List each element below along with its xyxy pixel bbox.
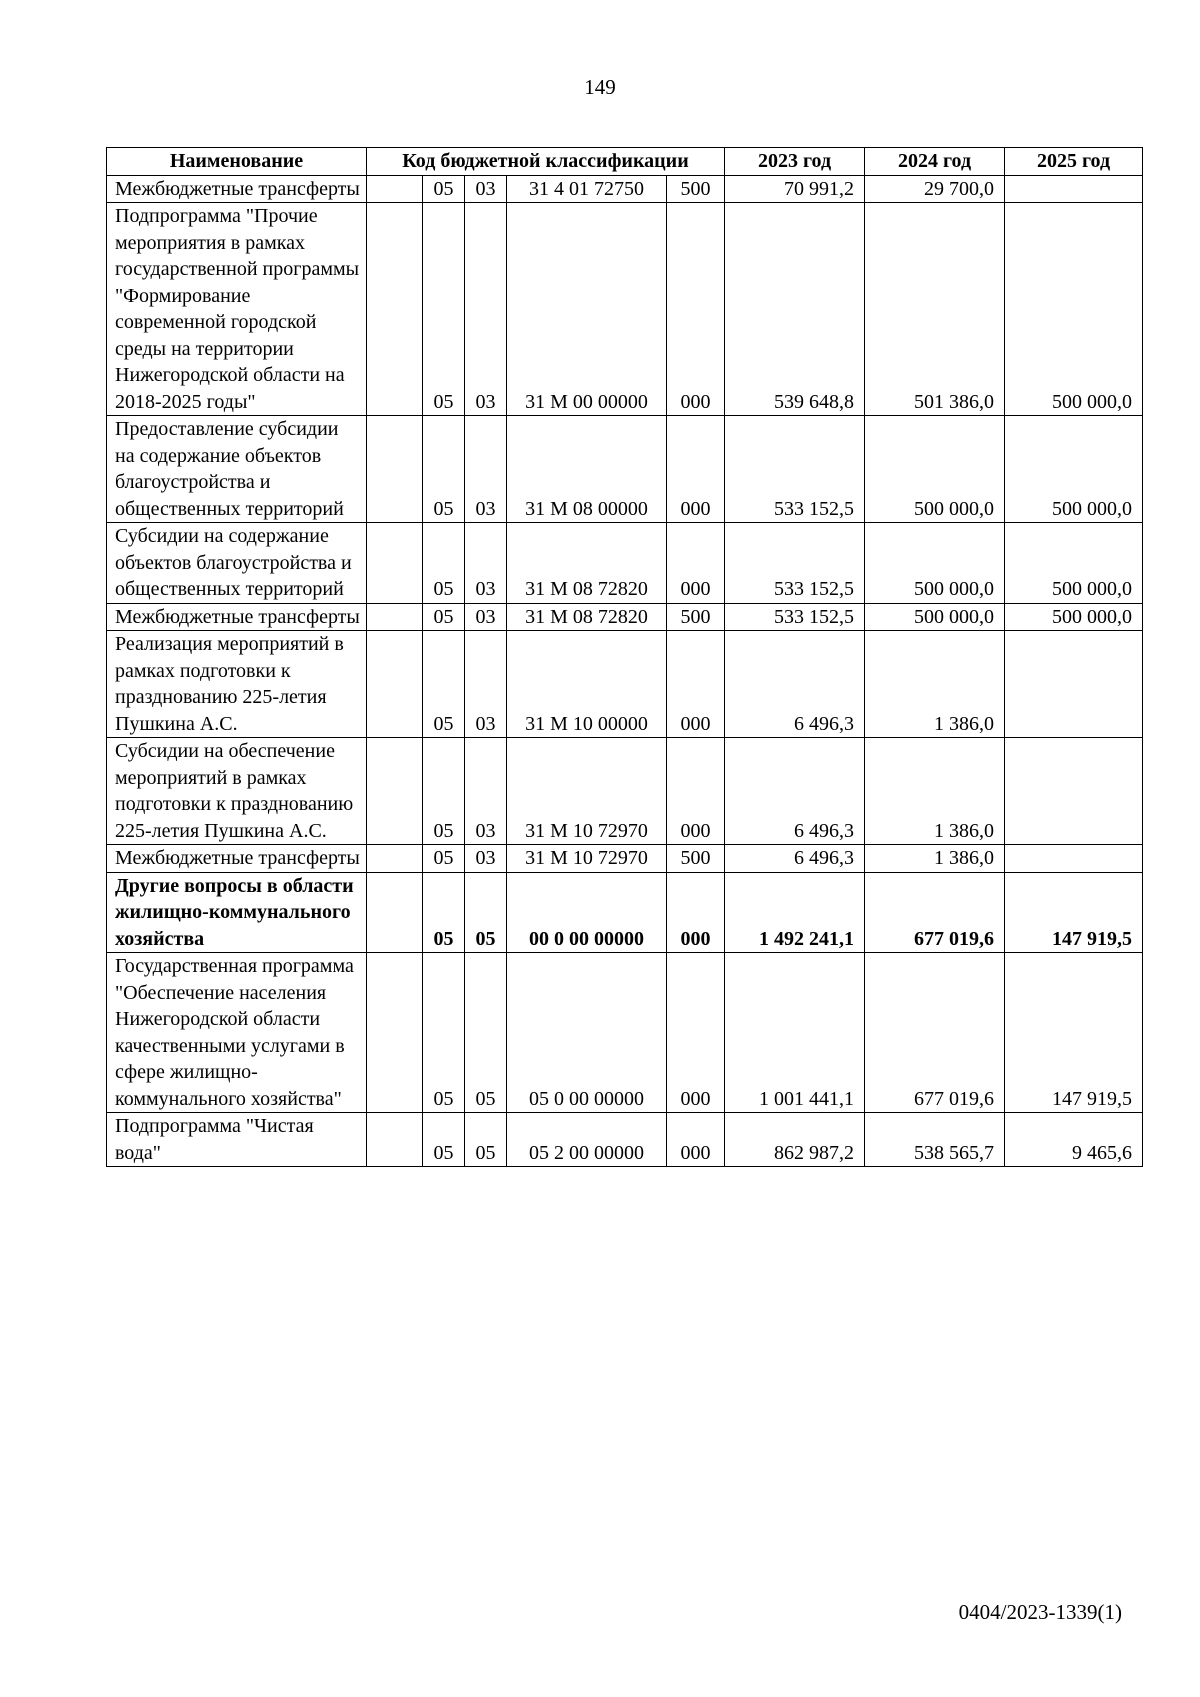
code-expense-type: 500	[667, 845, 725, 873]
row-name: Реализация мероприятий в рамках подготовки к празднованию 225-летия Пушкина А.С.	[107, 631, 367, 738]
value-2025	[1005, 845, 1143, 873]
code-target: 31 M 08 00000	[507, 416, 667, 523]
table-row	[107, 738, 1143, 845]
value-2025	[1005, 175, 1143, 203]
code-section: 05	[423, 953, 465, 1113]
value-2024: 500 000,0	[865, 416, 1005, 523]
code-target: 31 M 00 00000	[507, 203, 667, 416]
value-2025: 147 919,5	[1005, 872, 1143, 953]
value-2023: 1 001 441,1	[725, 953, 865, 1113]
code-section: 05	[423, 175, 465, 203]
table-row	[107, 523, 1143, 604]
value-2023: 862 987,2	[725, 1113, 865, 1167]
code-target: 31 M 10 00000	[507, 631, 667, 738]
code-empty	[367, 416, 423, 523]
value-2023: 533 152,5	[725, 603, 865, 631]
code-section: 05	[423, 523, 465, 604]
code-subsection: 05	[465, 953, 507, 1113]
code-expense-type: 000	[667, 872, 725, 953]
row-name: Предоставление субсидии на содержание объектов благоустройства и общественных территорий	[107, 416, 367, 523]
value-2025: 147 919,5	[1005, 953, 1143, 1113]
code-empty	[367, 523, 423, 604]
value-2024: 500 000,0	[865, 523, 1005, 604]
row-name: Субсидии на содержание объектов благоустройства и общественных территорий	[107, 523, 367, 604]
header-2024: 2024 год	[865, 148, 1005, 176]
row-name: Субсидии на обеспечение мероприятий в рамках подготовки к празднованию 225-летия Пушкина А.С.	[107, 738, 367, 845]
value-2023: 1 492 241,1	[725, 872, 865, 953]
code-expense-type: 500	[667, 603, 725, 631]
code-section: 05	[423, 416, 465, 523]
page-number: 149	[584, 75, 616, 99]
table-row	[107, 1113, 1143, 1167]
document-id: 0404/2023-1339(1)	[958, 1600, 1122, 1624]
code-section: 05	[423, 631, 465, 738]
code-empty	[367, 203, 423, 416]
row-name: Другие вопросы в области жилищно-коммунального хозяйства	[107, 872, 367, 953]
code-target: 31 M 08 72820	[507, 603, 667, 631]
value-2023: 6 496,3	[725, 738, 865, 845]
code-target: 31 4 01 72750	[507, 175, 667, 203]
code-target: 05 2 00 00000	[507, 1113, 667, 1167]
table-row	[107, 203, 1143, 416]
code-subsection: 03	[465, 416, 507, 523]
code-subsection: 03	[465, 631, 507, 738]
code-expense-type: 000	[667, 953, 725, 1113]
code-expense-type: 000	[667, 1113, 725, 1167]
budget-table	[106, 147, 1143, 1167]
value-2025	[1005, 738, 1143, 845]
code-empty	[367, 631, 423, 738]
table-row	[107, 872, 1143, 953]
value-2025: 500 000,0	[1005, 523, 1143, 604]
row-name: Межбюджетные трансферты	[107, 175, 367, 203]
value-2023: 6 496,3	[725, 845, 865, 873]
value-2024: 538 565,7	[865, 1113, 1005, 1167]
table-row	[107, 953, 1143, 1113]
code-expense-type: 500	[667, 175, 725, 203]
code-empty	[367, 603, 423, 631]
value-2025: 500 000,0	[1005, 603, 1143, 631]
code-section: 05	[423, 872, 465, 953]
code-section: 05	[423, 603, 465, 631]
code-section: 05	[423, 203, 465, 416]
row-name: Государственная программа "Обеспечение населения Нижегородской области качественными услугами в сфере жилищно-коммунального хозяйства"	[107, 953, 367, 1113]
table-row	[107, 603, 1143, 631]
table-row	[107, 416, 1143, 523]
value-2024: 677 019,6	[865, 953, 1005, 1113]
table-row	[107, 845, 1143, 873]
table-body	[107, 175, 1143, 1167]
code-subsection: 05	[465, 1113, 507, 1167]
value-2023: 70 991,2	[725, 175, 865, 203]
value-2025: 500 000,0	[1005, 416, 1143, 523]
code-subsection: 03	[465, 738, 507, 845]
code-expense-type: 000	[667, 523, 725, 604]
code-empty	[367, 845, 423, 873]
value-2024: 501 386,0	[865, 203, 1005, 416]
code-target: 05 0 00 00000	[507, 953, 667, 1113]
value-2023: 533 152,5	[725, 523, 865, 604]
table-row	[107, 631, 1143, 738]
row-name: Подпрограмма "Прочие мероприятия в рамках государственной программы "Формирование современной городской среды на территории Нижегородской области на 2018-2025 годы"	[107, 203, 367, 416]
value-2024: 1 386,0	[865, 845, 1005, 873]
table-row	[107, 175, 1143, 203]
code-subsection: 05	[465, 872, 507, 953]
value-2023: 539 648,8	[725, 203, 865, 416]
code-section: 05	[423, 738, 465, 845]
header-2023: 2023 год	[725, 148, 865, 176]
value-2024: 1 386,0	[865, 738, 1005, 845]
code-section: 05	[423, 845, 465, 873]
value-2024: 29 700,0	[865, 175, 1005, 203]
table-header-row	[107, 148, 1143, 176]
code-expense-type: 000	[667, 738, 725, 845]
value-2025	[1005, 631, 1143, 738]
code-subsection: 03	[465, 203, 507, 416]
code-expense-type: 000	[667, 203, 725, 416]
code-empty	[367, 872, 423, 953]
code-expense-type: 000	[667, 631, 725, 738]
code-subsection: 03	[465, 845, 507, 873]
row-name: Межбюджетные трансферты	[107, 845, 367, 873]
code-empty	[367, 175, 423, 203]
value-2024: 1 386,0	[865, 631, 1005, 738]
code-empty	[367, 953, 423, 1113]
value-2024: 500 000,0	[865, 603, 1005, 631]
row-name: Межбюджетные трансферты	[107, 603, 367, 631]
code-target: 31 M 08 72820	[507, 523, 667, 604]
code-subsection: 03	[465, 523, 507, 604]
code-expense-type: 000	[667, 416, 725, 523]
header-code: Код бюджетной классификации	[367, 148, 725, 176]
code-target: 31 M 10 72970	[507, 738, 667, 845]
header-name: Наименование	[107, 148, 367, 176]
code-empty	[367, 1113, 423, 1167]
code-target: 00 0 00 00000	[507, 872, 667, 953]
code-target: 31 M 10 72970	[507, 845, 667, 873]
code-section: 05	[423, 1113, 465, 1167]
code-subsection: 03	[465, 175, 507, 203]
value-2024: 677 019,6	[865, 872, 1005, 953]
row-name: Подпрограмма "Чистая вода"	[107, 1113, 367, 1167]
value-2023: 6 496,3	[725, 631, 865, 738]
code-subsection: 03	[465, 603, 507, 631]
header-2025: 2025 год	[1005, 148, 1143, 176]
value-2025: 500 000,0	[1005, 203, 1143, 416]
value-2023: 533 152,5	[725, 416, 865, 523]
code-empty	[367, 738, 423, 845]
value-2025: 9 465,6	[1005, 1113, 1143, 1167]
